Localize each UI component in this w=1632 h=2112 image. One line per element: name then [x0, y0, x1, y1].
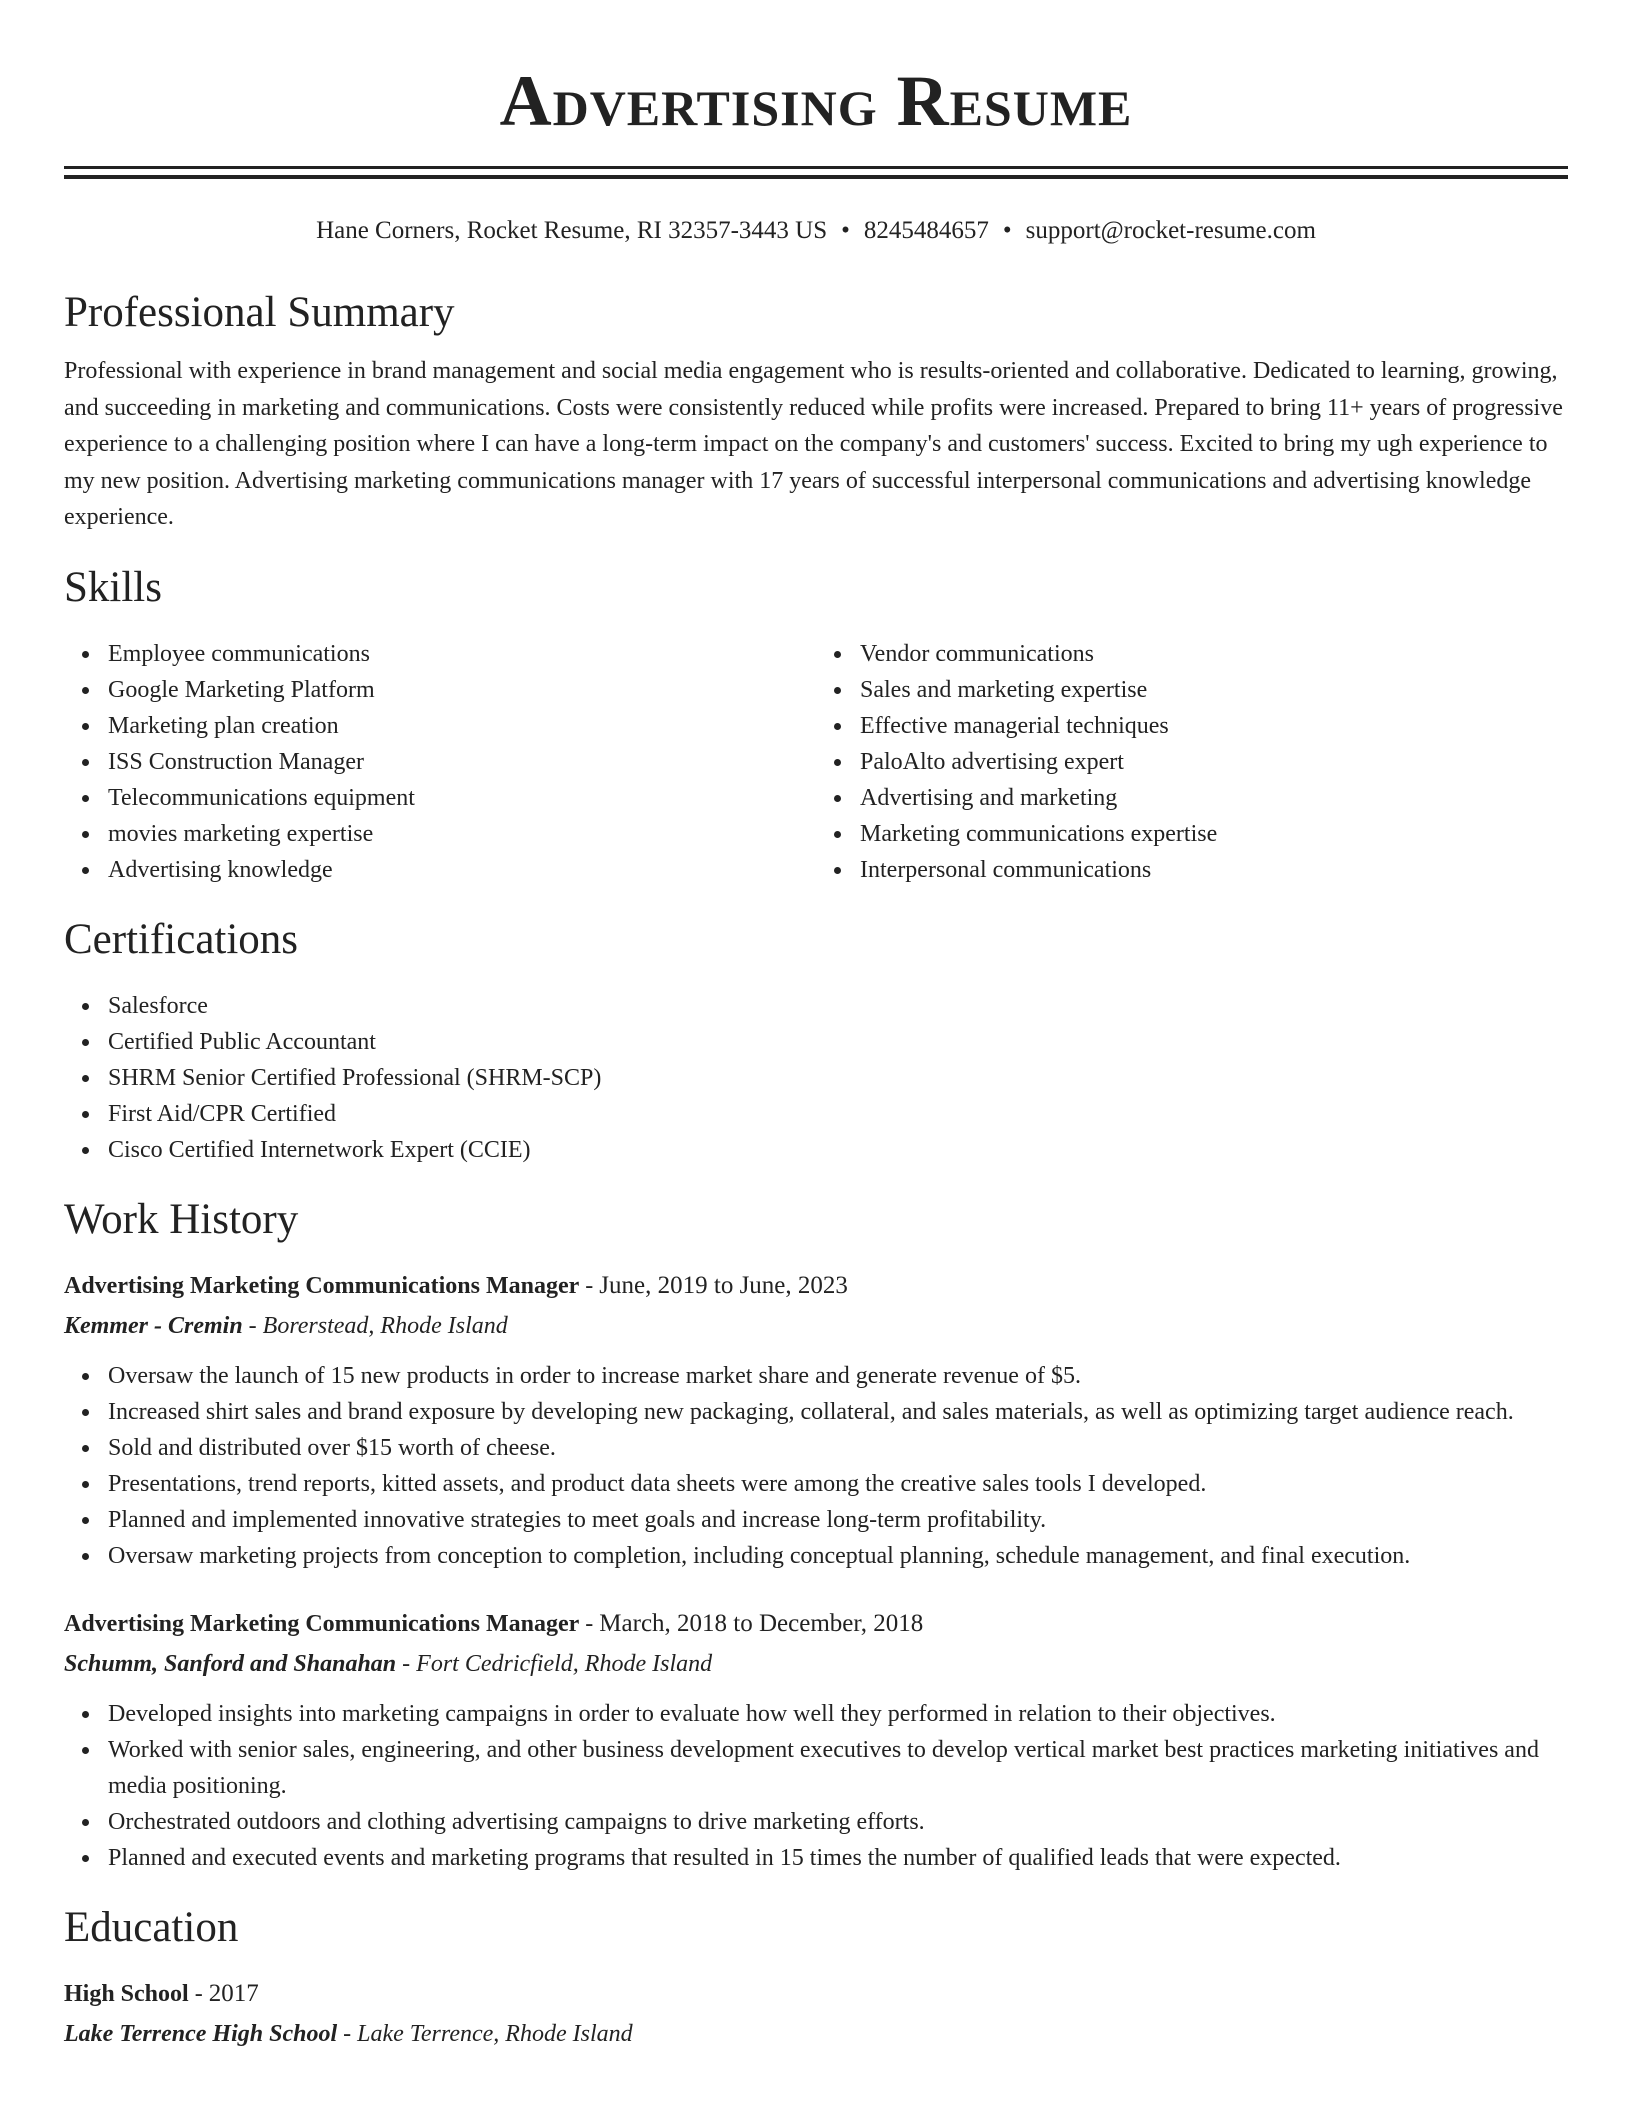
skills-heading: Skills	[64, 563, 162, 611]
education-section	[64, 1902, 1568, 2054]
education-school: Lake Terrence High School	[64, 2020, 338, 2047]
education-dash: -	[188, 1980, 209, 2007]
skill-item: Advertising knowledge	[108, 852, 816, 888]
certification-item: Cisco Certified Internetwork Expert (CCIE)	[108, 1132, 1568, 1168]
job-dash: -	[579, 1272, 600, 1299]
job-dash: -	[242, 1312, 263, 1339]
education-school-line	[64, 2014, 1568, 2054]
certifications-list	[64, 988, 1568, 1168]
contact-phone: 8245484657	[863, 217, 989, 244]
job-bullets	[64, 1358, 1568, 1574]
skill-item: Advertising and marketing	[860, 780, 1568, 816]
job-bullet: Sold and distributed over $15 worth of cheese.	[108, 1430, 1568, 1466]
title-divider-top	[64, 166, 1568, 169]
job-bullet: Planned and executed events and marketing programs that resulted in 15 times the number of qualified leads that were expected.	[108, 1840, 1568, 1876]
skill-item: Sales and marketing expertise	[860, 672, 1568, 708]
certification-item: First Aid/CPR Certified	[108, 1096, 1568, 1132]
contact-line	[64, 215, 1568, 247]
certification-item: Certified Public Accountant	[108, 1024, 1568, 1060]
job-location: Fort Cedricfield, Rhode Island	[416, 1650, 713, 1677]
resume-title: Advertising Resume	[499, 61, 1133, 141]
education-entry	[64, 1974, 1568, 2054]
contact-address: Hane Corners, Rocket Resume, RI 32357-3443 US	[316, 217, 828, 244]
skills-section	[64, 562, 1568, 888]
skills-list-right	[816, 636, 1568, 888]
job-bullet: Worked with senior sales, engineering, and other business development executives to develop vertical market best practices marketing initiatives and media positioning.	[108, 1732, 1568, 1804]
skill-item: movies marketing expertise	[108, 816, 816, 852]
contact-email: support@rocket-resume.com	[1025, 217, 1316, 244]
job-title-line	[64, 1604, 1568, 1644]
work-history-section	[64, 1194, 1568, 1876]
job-company-line	[64, 1644, 1568, 1684]
job-entry	[64, 1266, 1568, 1574]
certification-item: SHRM Senior Certified Professional (SHRM-SCP)	[108, 1060, 1568, 1096]
skill-item: Effective managerial techniques	[860, 708, 1568, 744]
job-bullet: Oversaw the launch of 15 new products in order to increase market share and generate revenue of $5.	[108, 1358, 1568, 1394]
job-dates: June, 2019 to June, 2023	[599, 1271, 848, 1299]
job-location: Borerstead, Rhode Island	[262, 1312, 508, 1339]
job-bullet: Developed insights into marketing campaigns in order to evaluate how well they performed in relation to their objectives.	[108, 1696, 1568, 1732]
job-company: Schumm, Sanford and Shanahan	[64, 1650, 397, 1677]
job-title-line	[64, 1266, 1568, 1306]
resume-page	[64, 0, 1568, 2054]
skill-item: PaloAlto advertising expert	[860, 744, 1568, 780]
summary-section	[64, 287, 1568, 536]
certifications-heading: Certifications	[64, 915, 299, 963]
education-degree-line	[64, 1974, 1568, 2014]
job-bullet: Presentations, trend reports, kitted assets, and product data sheets were among the creative sales tools I developed.	[108, 1466, 1568, 1502]
skill-item: Marketing communications expertise	[860, 816, 1568, 852]
job-bullet: Planned and implemented innovative strategies to meet goals and increase long-term profitability.	[108, 1502, 1568, 1538]
job-dash: -	[579, 1610, 600, 1637]
job-dash: -	[396, 1650, 417, 1677]
education-degree: High School	[64, 1980, 189, 2007]
skill-item: Google Marketing Platform	[108, 672, 816, 708]
skills-grid	[64, 636, 1568, 888]
certification-item: Salesforce	[108, 988, 1568, 1024]
education-dash: -	[337, 2020, 358, 2047]
education-year: 2017	[208, 1979, 259, 2007]
job-bullets	[64, 1696, 1568, 1876]
skill-item: Interpersonal communications	[860, 852, 1568, 888]
contact-separator: •	[841, 217, 850, 244]
job-bullet: Oversaw marketing projects from conception to completion, including conceptual planning, schedule management, and final execution.	[108, 1538, 1568, 1574]
work-history-heading: Work History	[64, 1195, 299, 1243]
skill-item: Telecommunications equipment	[108, 780, 816, 816]
job-bullet: Orchestrated outdoors and clothing advertising campaigns to drive marketing efforts.	[108, 1804, 1568, 1840]
contact-separator: •	[1002, 217, 1012, 244]
certifications-section	[64, 914, 1568, 1168]
job-company-line	[64, 1306, 1568, 1346]
skill-item: ISS Construction Manager	[108, 744, 816, 780]
title-divider-bottom	[64, 175, 1568, 179]
education-heading: Education	[64, 1903, 239, 1951]
job-dates: March, 2018 to December, 2018	[599, 1609, 924, 1637]
job-company: Kemmer - Cremin	[64, 1312, 243, 1339]
education-location: Lake Terrence, Rhode Island	[357, 2020, 633, 2047]
job-bullet: Increased shirt sales and brand exposure by developing new packaging, collateral, and sales materials, as well as optimizing target audience reach.	[108, 1394, 1568, 1430]
summary-text: Professional with experience in brand management and social media engagement who is results-oriented and collaborative. Dedicated to learning, growing, and succeeding in marketing and communications. Costs were consistently reduced while profits were increased. Prepared to bring 11+ years of progressive experience to a challenging position where I can have a long-term impact on the company's and customers' success. Excited to bring my ugh experience to my new position. Advertising marketing communications manager with 17 years of successful interpersonal communications and advertising knowledge experience.	[64, 358, 1563, 530]
job-role: Advertising Marketing Communications Manager	[64, 1272, 580, 1299]
skill-item: Employee communications	[108, 636, 816, 672]
summary-heading: Professional Summary	[64, 289, 455, 336]
skill-item: Vendor communications	[860, 636, 1568, 672]
skill-item: Marketing plan creation	[108, 708, 816, 744]
job-entry	[64, 1604, 1568, 1876]
skills-list-left	[64, 636, 816, 888]
job-role: Advertising Marketing Communications Manager	[64, 1610, 580, 1637]
